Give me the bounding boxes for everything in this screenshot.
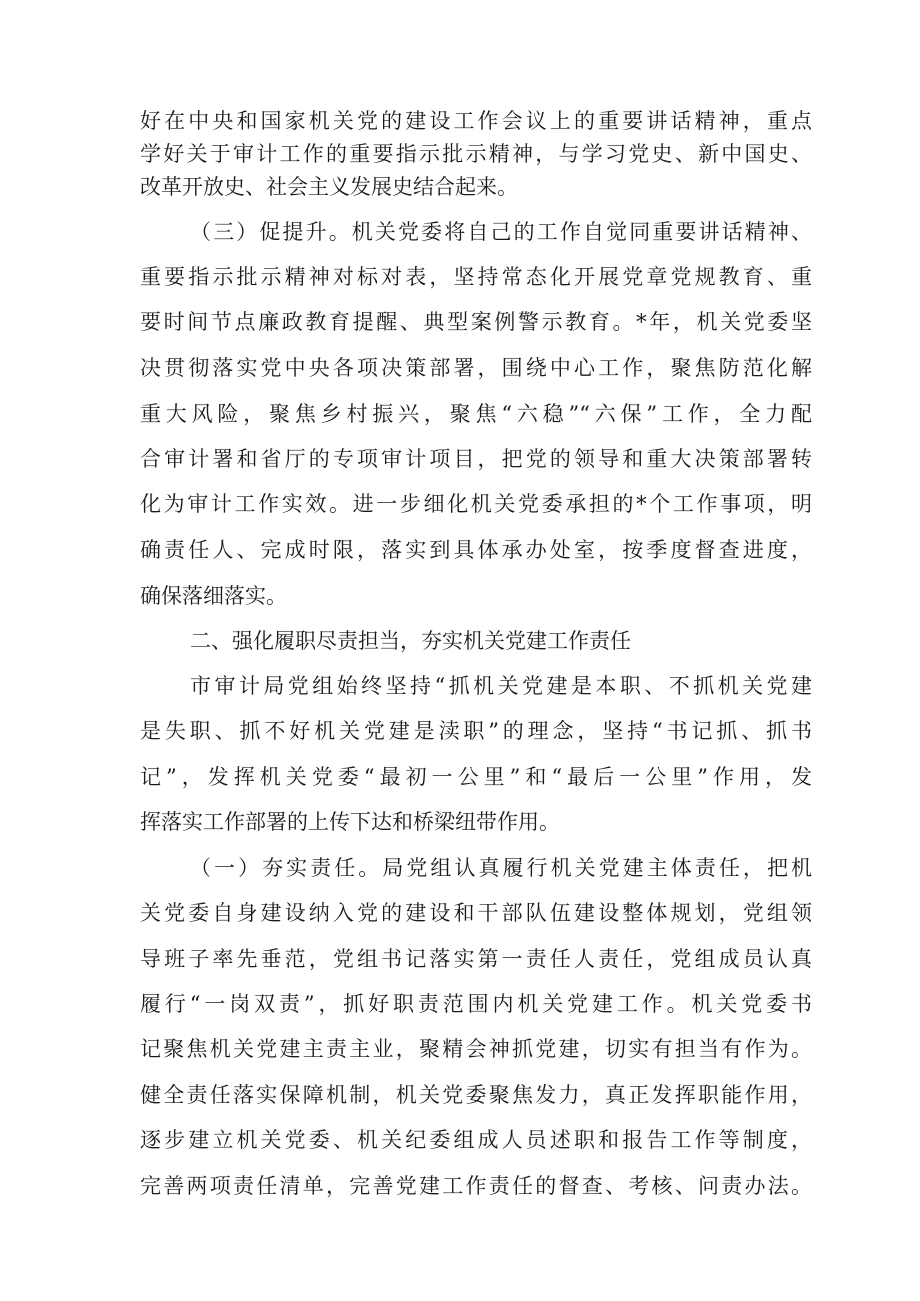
body-text-line: 合审计署和省厅的专项审计项目，把党的领导和重大决策部署转 <box>140 447 812 471</box>
body-text-line: 是失职、抓不好机关党建是渎职”的理念，坚持“书记抓、抓书 <box>140 719 812 743</box>
body-text-line: 记”，发挥机关党委“最初一公里”和“最后一公里”作用，发 <box>140 765 812 789</box>
body-text-line: 确保落细落实。 <box>140 584 287 608</box>
body-text-line: 关党委自身建设纳入党的建设和干部队伍建设整体规划，党组领 <box>140 901 812 925</box>
body-text-line: 完善两项责任清单，完善党建工作责任的督查、考核、问责办法。 <box>140 1174 812 1198</box>
body-text-line: 重大风险，聚焦乡村振兴，聚焦“六稳”“六保”工作，全力配 <box>140 402 812 426</box>
body-text-line: 挥落实工作部署的上传下达和桥梁纽带作用。 <box>140 810 560 834</box>
body-text-line: 导班子率先垂范，党组书记落实第一责任人责任，党组成员认真 <box>140 947 812 971</box>
section-heading-line: （一）夯实责任。局党组认真履行机关党建主体责任，把机 <box>190 856 812 880</box>
body-text-line: 学好关于审计工作的重要指示批示精神，与学习党史、新中国史、 <box>140 142 812 166</box>
chapter-heading-line: 二、强化履职尽责担当，夯实机关党建工作责任 <box>190 629 631 653</box>
body-text-line: 决贯彻落实党中央各项决策部署，围绕中心工作，聚焦防范化解 <box>140 356 812 380</box>
body-text-line: 要时间节点廉政教育提醒、典型案例警示教育。*年，机关党委坚 <box>140 310 812 334</box>
body-text-line: 重要指示批示精神对标对表，坚持常态化开展党章党规教育、重 <box>140 265 812 289</box>
section-heading-line: （三）促提升。机关党委将自己的工作自觉同重要讲话精神、 <box>190 220 812 244</box>
body-text-line: 市审计局党组始终坚持“抓机关党建是本职、不抓机关党建 <box>190 674 812 698</box>
body-text-line: 逐步建立机关党委、机关纪委组成人员述职和报告工作等制度， <box>140 1128 812 1152</box>
body-text-line: 改革开放史、社会主义发展史结合起来。 <box>140 175 518 199</box>
body-text-line: 履行“一岗双责”，抓好职责范围内机关党建工作。机关党委书 <box>140 992 812 1016</box>
body-text-line: 确责任人、完成时限，落实到具体承办处室，按季度督查进度， <box>140 538 812 562</box>
body-text-line: 健全责任落实保障机制，机关党委聚焦发力，真正发挥职能作用， <box>140 1083 812 1107</box>
body-text-line: 化为审计工作实效。进一步细化机关党委承担的*个工作事项，明 <box>140 492 812 516</box>
body-text-line: 好在中央和国家机关党的建设工作会议上的重要讲话精神，重点 <box>140 109 812 133</box>
body-text-line: 记聚焦机关党建主责主业，聚精会神抓党建，切实有担当有作为。 <box>140 1037 812 1061</box>
